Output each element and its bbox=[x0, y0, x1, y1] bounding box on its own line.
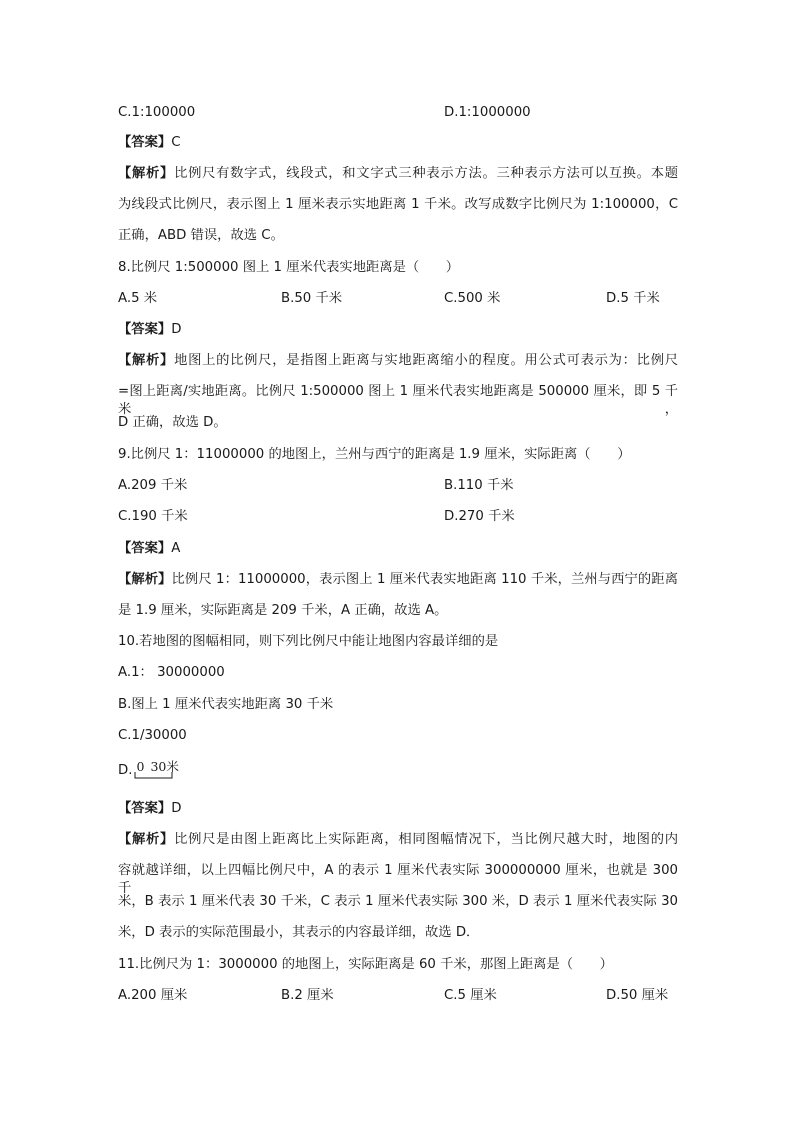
q10-option-c: C.1/30000 bbox=[118, 728, 187, 743]
q9-answer bbox=[118, 540, 678, 558]
q8-option-b: B.50 千米 bbox=[281, 291, 343, 306]
q10-explanation-line-3: 米，B 表示 1 厘米代表 30 千米，C 表示 1 厘米代表实际 300 米，D 表示 1 厘米代表实际 30 bbox=[118, 894, 678, 909]
q9-option-d: D.270 千米 bbox=[444, 509, 515, 524]
q7-explanation-line-1: 【解析】比例尺有数字式，线段式，和文字式三种表示方法。三种表示方法可以互换。本题 bbox=[118, 166, 679, 181]
q8-explanation-line-2: =图上距离/实地距离。比例尺 1:500000 图上 1 厘米代表实地距离是 500000 厘米，即 5 千米， bbox=[118, 384, 678, 417]
q11-option-d: D.50 厘米 bbox=[606, 988, 669, 1003]
answer-value: A bbox=[171, 541, 181, 556]
explanation-tag: 【解析】 bbox=[118, 166, 175, 181]
q7-option-d: D.1:1000000 bbox=[444, 105, 531, 120]
q9-explanation-line-2: 是 1.9 厘米，实际距离是 209 千米，A 正确，故选 A。 bbox=[118, 603, 448, 618]
q10-explanation-line-1: 【解析】比例尺是由图上距离比上实际距离，相同图幅情况下，当比例尺越大时，地图的内 bbox=[118, 832, 679, 847]
q10-option-d bbox=[118, 759, 678, 780]
answer-tag: 【答案】 bbox=[118, 801, 172, 816]
q11-question: 11.比例尺为 1：3000000 的地图上，实际距离是 60 千米，那图上距离是（ ） bbox=[118, 957, 613, 972]
q10-option-d-label: D. bbox=[118, 763, 133, 778]
explanation-tag: 【解析】 bbox=[118, 353, 175, 368]
q11-option-c: C.5 厘米 bbox=[444, 988, 497, 1003]
q11-option-a: A.200 厘米 bbox=[118, 988, 188, 1003]
q10-question: 10.若地图的图幅相同，则下列比例尺中能让地图内容最详细的是 bbox=[118, 634, 499, 649]
answer-tag: 【答案】 bbox=[118, 135, 172, 150]
q10-option-b: B.图上 1 厘米代表实地距离 30 千米 bbox=[118, 697, 334, 712]
q10-option-a: A.1： 30000000 bbox=[118, 665, 225, 680]
q11-option-b: B.2 厘米 bbox=[281, 988, 334, 1003]
q9-question: 9.比例尺 1：11000000 的地图上，兰州与西宁的距离是 1.9 厘米，实际距离（ ） bbox=[118, 447, 631, 462]
q9-option-a: A.209 千米 bbox=[118, 478, 188, 493]
answer-value: D bbox=[171, 801, 182, 816]
q8-option-a: A.5 米 bbox=[118, 291, 158, 306]
answer-tag: 【答案】 bbox=[118, 322, 172, 337]
answer-value: C bbox=[171, 135, 181, 150]
explanation-tag: 【解析】 bbox=[118, 572, 172, 587]
q8-question: 8.比例尺 1:500000 图上 1 厘米代表实地距离是（ ） bbox=[118, 260, 460, 275]
q9-explanation-line-1: 【解析】比例尺 1：11000000，表示图上 1 厘米代表实地距离 110 千米，兰州与西宁的距离 bbox=[118, 572, 678, 587]
q8-answer bbox=[118, 321, 678, 339]
q8-explanation-line-1: 【解析】地图上的比例尺，是指图上距离与实地距离缩小的程度。用公式可表示为：比例尺 bbox=[118, 353, 679, 368]
q8-option-d: D.5 千米 bbox=[606, 291, 660, 306]
q7-explanation-line-2: 为线段式比例尺，表示图上 1 厘米表示实地距离 1 千米。改写成数字比例尺为 1:100000，C bbox=[118, 197, 678, 212]
q9-option-b: B.110 千米 bbox=[444, 478, 514, 493]
q10-explanation-line-4: 米，D 表示的实际范围最小，其表示的内容最详细，故选 D． bbox=[118, 925, 480, 940]
q9-option-c: C.190 千米 bbox=[118, 509, 188, 524]
answer-value: D bbox=[171, 322, 182, 337]
line-scale-figure bbox=[134, 759, 179, 780]
answer-tag: 【答案】 bbox=[118, 541, 172, 556]
q7-answer bbox=[118, 134, 678, 152]
scale-bar bbox=[134, 770, 174, 780]
q10-explanation-line-2: 容就越详细，以上四幅比例尺中，A 的表示 1 厘米代表实际 300000000 厘米，也就是 300 千 bbox=[118, 863, 678, 896]
q7-explanation-line-3: 正确，ABD 错误，故选 C。 bbox=[118, 228, 284, 243]
q8-explanation-line-3: D 正确，故选 D。 bbox=[118, 415, 227, 430]
scale-end-label: 30米 bbox=[150, 759, 179, 774]
q7-option-c: C.1:100000 bbox=[118, 105, 196, 120]
explanation-tag: 【解析】 bbox=[118, 832, 175, 847]
scale-zero-label: 0 bbox=[136, 759, 145, 774]
q10-answer bbox=[118, 800, 678, 818]
q8-option-c: C.500 米 bbox=[444, 291, 501, 306]
